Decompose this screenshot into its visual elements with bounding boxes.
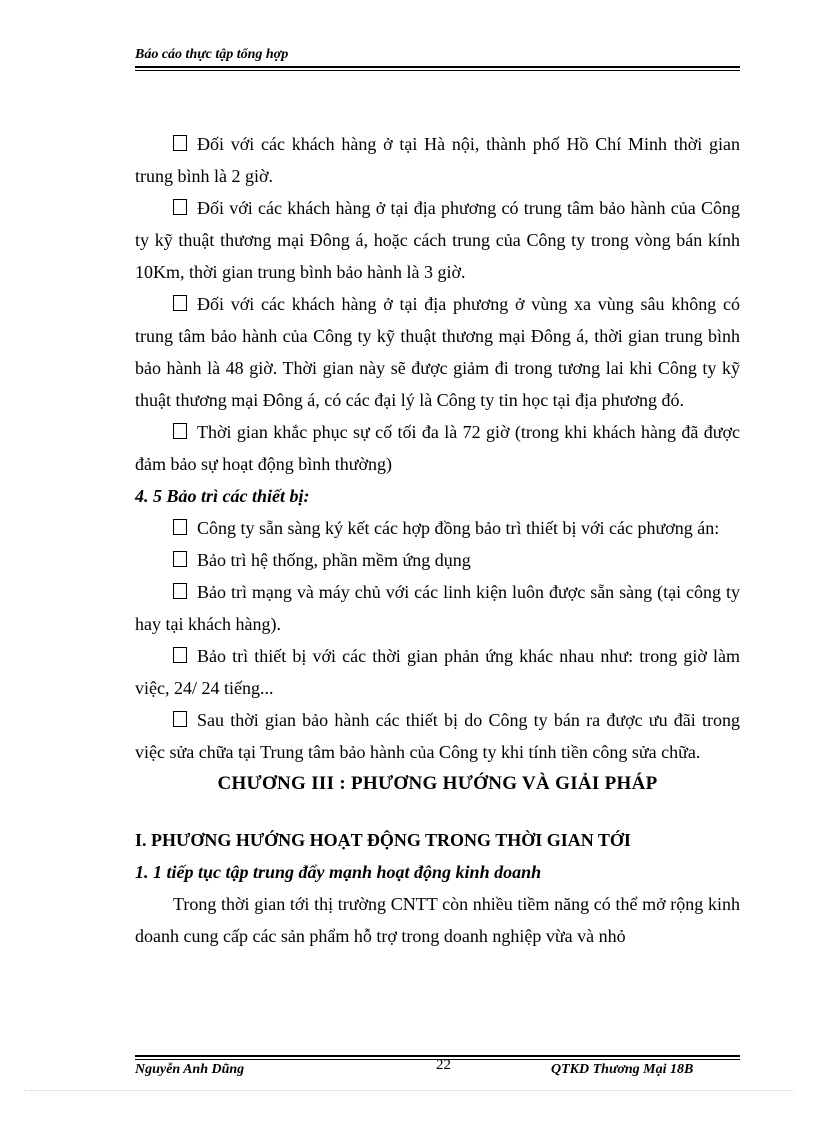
bullet-paragraph: Bảo trì thiết bị với các thời gian phản ứng khác nhau như: trong giờ làm việc, 24/ 24 tiếng... [135,646,740,698]
checkbox-bullet-icon [173,135,187,151]
page-edge [24,1090,794,1091]
checkbox-bullet-icon [173,551,187,567]
footer-class: QTKD Thương Mại 18B [551,1062,694,1077]
checkbox-bullet-icon [173,647,187,663]
bullet-paragraph: Bảo trì mạng và máy chủ với các linh kiện luôn được sẵn sàng (tại công ty hay tại khách hàng). [135,582,740,634]
bullet-paragraph: Đối với các khách hàng ở tại Hà nội, thành phố Hồ Chí Minh thời gian trung bình là 2 giờ. [135,134,740,186]
page-content [135,128,740,952]
page-number: 22 [436,1057,451,1073]
checkbox-bullet-icon [173,423,187,439]
checkbox-bullet-icon [173,199,187,215]
checkbox-bullet-icon [173,711,187,727]
running-header: Báo cáo thực tập tổng hợp [135,47,289,62]
footer-author: Nguyễn Anh Dũng [135,1062,245,1077]
header-rule-thin [135,70,740,71]
bullet-paragraph: Thời gian khắc phục sự cố tối đa là 72 giờ (trong khi khách hàng đã được đảm bảo sự hoạt động bình thường) [135,422,740,474]
section-heading-1-1: 1. 1 tiếp tục tập trung đẩy mạnh hoạt động kinh doanh [135,862,542,882]
section-heading-4-5: 4. 5 Bảo trì các thiết bị: [135,486,310,506]
checkbox-bullet-icon [173,583,187,599]
bullet-paragraph: Đối với các khách hàng ở tại địa phương có trung tâm bảo hành của Công ty kỹ thuật thương mại Đông á, hoặc cách trung của Công ty trong vòng bán kính 10Km, thời gian trung bình bảo hành là 3 giờ. [135,198,740,282]
bullet-paragraph: Sau thời gian bảo hành các thiết bị do Công ty bán ra được ưu đãi trong việc sửa chữa tại Trung tâm bảo hành của Công ty khi tính tiền công sửa chữa. [135,710,740,762]
bullet-paragraph: Đối với các khách hàng ở tại địa phương ở vùng xa vùng sâu không có trung tâm bảo hành của Công ty kỹ thuật thương mại Đông á, thời gian trung bình bảo hành là 48 giờ. Thời gian này sẽ được giảm đi trong tương lai khi Công ty kỹ thuật thương mại Đông á, có các đại lý là Công ty tin học tại địa phương đó. [135,294,740,410]
body-paragraph: Trong thời gian tới thị trường CNTT còn nhiều tiềm năng có thể mở rộng kinh doanh cung cấp các sản phẩm hỗ trợ trong doanh nghiệp vừa và nhỏ [135,894,740,946]
section-heading-I: I. PHƯƠNG HƯỚNG HOẠT ĐỘNG TRONG THỜI GIAN TỚI [135,830,631,850]
bullet-paragraph: Bảo trì hệ thống, phần mềm ứng dụng [135,544,740,576]
header-rule [135,66,740,68]
bullet-paragraph: Công ty sẵn sàng ký kết các hợp đồng bảo trì thiết bị với các phương án: [135,512,740,544]
checkbox-bullet-icon [173,519,187,535]
checkbox-bullet-icon [173,295,187,311]
chapter-title: CHƯƠNG III : PHƯƠNG HƯỚNG VÀ GIẢI PHÁP [217,773,658,794]
